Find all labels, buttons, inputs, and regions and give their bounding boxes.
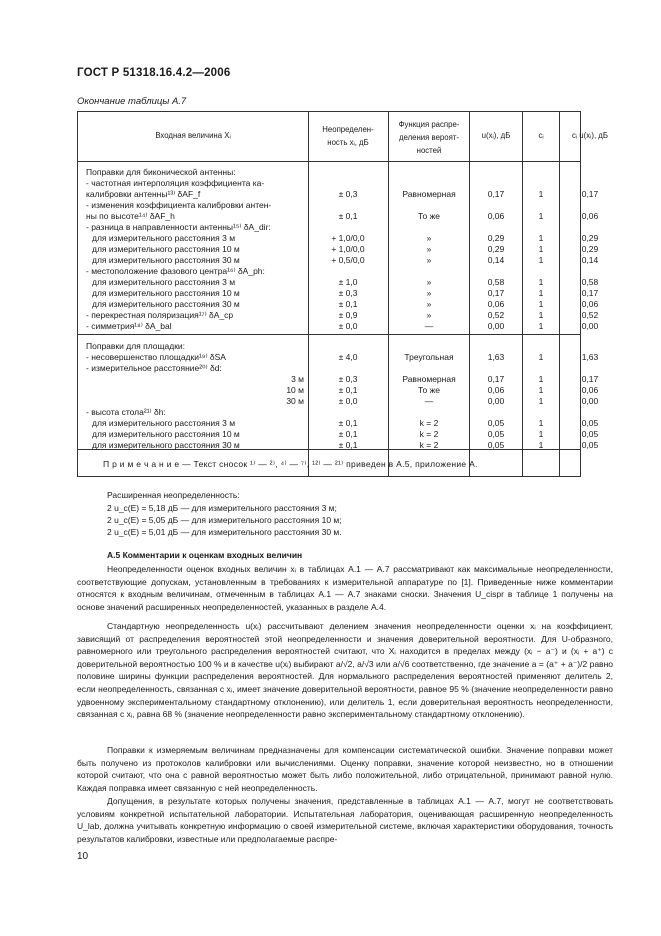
table-row-label: для измерительного расстояния 30 м xyxy=(92,255,240,265)
table-cell-u: 0,05 xyxy=(487,418,505,428)
table-cell-c: 1 xyxy=(538,440,544,450)
table-cell-uncertainty: + 1,0/0,0 xyxy=(331,233,365,243)
table-cell-distribution: » xyxy=(426,288,432,298)
table-row-label: для измерительного расстояния 3 м xyxy=(92,418,236,428)
table-cell-uncertainty: + 1,0/0,0 xyxy=(331,244,365,254)
table-cell-cu: 1,63 xyxy=(581,352,599,362)
table-cell-uncertainty: ± 0,1 xyxy=(338,418,358,428)
table-cell-c: 1 xyxy=(538,310,544,320)
table-row-label: - измерительное расстояние²⁰⁾ δd: xyxy=(86,363,222,373)
table-cell-distribution: » xyxy=(426,255,432,265)
table-cell-u: 0,17 xyxy=(487,189,505,199)
table-cell-cu: 0,52 xyxy=(581,310,599,320)
table-cell-c: 1 xyxy=(538,299,544,309)
table-row-label: 30 м xyxy=(286,396,304,406)
table-cell-c: 1 xyxy=(538,244,544,254)
table-row-label: для измерительного расстояния 3 м xyxy=(92,233,236,243)
table-cell-c: 1 xyxy=(538,288,544,298)
expanded-line: 2 u_c(E) = 5,01 дБ — для измерительного расстояния 30 м. xyxy=(107,527,342,537)
table-cell-distribution: » xyxy=(426,277,432,287)
table-cell-distribution: Равномерная xyxy=(402,189,456,199)
table-cell-u: 0,05 xyxy=(487,429,505,439)
expanded-line: 2 u_c(E) = 5,18 дБ — для измерительного расстояния 3 м; xyxy=(107,503,337,513)
table-cell-distribution: » xyxy=(426,233,432,243)
table-row-label: - частотная интерполяция коэффициента ка- xyxy=(86,178,265,188)
table-row-label: - разница в направленности антенны¹⁵⁾ δA_dir: xyxy=(86,222,271,232)
table-cell-uncertainty: ± 0,9 xyxy=(338,310,358,320)
paragraph: Неопределенности оценок входных величин xᵢ в таблицах А.1 — А.7 рассматривают как максимальные неопределенности, соответствующие допускам, установленным в требованиях к измерительной аппаратуре по [1]. Приведенные ниже комментарии относятся к входным величинам, отмеченным в таблицах А.1 — А.7 знаками сноски. Значения U_cispr в таблице 1 получены на основе значений расширенных неопределенностей, указанных в разделе А.4. xyxy=(77,564,613,612)
table-cell-u: 0,17 xyxy=(487,288,505,298)
table-cell-uncertainty: ± 0,3 xyxy=(338,189,358,199)
table-cell-cu: 0,29 xyxy=(581,233,599,243)
table-cell-uncertainty: ± 0,1 xyxy=(338,440,358,450)
table-cell-distribution: То же xyxy=(417,211,441,221)
table-cell-c: 1 xyxy=(538,385,544,395)
table-cell-cu: 0,00 xyxy=(581,396,599,406)
col-header-distribution: Функция распре- деления вероят- ностей xyxy=(398,120,460,155)
table-cell-uncertainty: ± 0,3 xyxy=(338,374,358,384)
table-cell-u: 0,52 xyxy=(487,310,505,320)
table-cell-u: 0,00 xyxy=(487,396,505,406)
table-row-label: для измерительного расстояния 30 м xyxy=(92,440,240,450)
table-cell-u: 0,17 xyxy=(487,374,505,384)
table-row-label: 3 м xyxy=(291,374,304,384)
table-row-label: для измерительного расстояния 10 м xyxy=(92,244,240,254)
table-cell-distribution: k = 2 xyxy=(419,418,439,428)
table-cell-c: 1 xyxy=(538,211,544,221)
table-cell-cu: 0,17 xyxy=(581,288,599,298)
table-cell-cu: 0,05 xyxy=(581,429,599,439)
table-cell-distribution: » xyxy=(426,310,432,320)
table-cell-c: 1 xyxy=(538,374,544,384)
table-row-label: - симметрия¹⁸⁾ δA_bal xyxy=(86,321,172,331)
table-cell-cu: 0,06 xyxy=(581,385,599,395)
table-row-label: Поправки для площадки: xyxy=(86,341,186,351)
table-row-label: для измерительного расстояния 30 м xyxy=(92,299,240,309)
uncertainty-table xyxy=(77,111,608,477)
table-cell-uncertainty: ± 0,1 xyxy=(338,429,358,439)
table-cell-u: 0,05 xyxy=(487,440,505,450)
col-header-c: cᵢ xyxy=(538,131,544,140)
table-row-label: - несовершенство площадки¹⁹⁾ δSA xyxy=(86,352,226,362)
table-cell-distribution: Равномерная xyxy=(402,374,456,384)
document-title: ГОСТ Р 51318.16.4.2—2006 xyxy=(77,67,231,79)
col-header-cu: cᵢ u(xᵢ), дБ xyxy=(572,131,608,140)
table-row-label: калибровки антенны¹³⁾ δAF_f xyxy=(86,189,201,199)
table-note: П р и м е ч а н и е — Текст сносок ¹⁾ — ²⁾, ⁴⁾ — ⁷⁾, ¹²⁾ — ²¹⁾ приведен в А.5, приложение А. xyxy=(103,459,478,469)
col-header-u: u(xᵢ), дБ xyxy=(481,131,511,140)
expanded-title: Расширенная неопределенность: xyxy=(107,490,240,500)
table-row-label: для измерительного расстояния 10 м xyxy=(92,288,240,298)
table-cell-uncertainty: ± 0,0 xyxy=(338,321,358,331)
table-cell-cu: 0,06 xyxy=(581,299,599,309)
table-row-label: - высота стола²¹⁾ δh: xyxy=(86,407,166,417)
table-cell-uncertainty: ± 0,3 xyxy=(338,288,358,298)
col-header-input: Входная величина Xᵢ xyxy=(155,131,231,140)
table-row-label: - перекрестная поляризация¹⁷⁾ δA_cp xyxy=(86,310,234,320)
table-row-label: Поправки для биконической антенны: xyxy=(86,167,236,177)
table-cell-c: 1 xyxy=(538,189,544,199)
paragraph: Стандартную неопределенность u(xᵢ) рассчитывают делением значения неопределенности оценки xᵢ на коэффициент, зависящий от распределения вероятностей этой неопределенности и значения доверительной вероятности. Для U-образного, равномерного или треугольного распределения вероятностей считают, что Xᵢ находится в пределах между (xᵢ − a⁻) и (xᵢ + a⁺) с доверительной вероятностью 100 % и в качестве u(xᵢ) выбирают a/√2, a/√3 или a/√6 соответственно, где значение a = (a⁺ + a⁻)/2 равно половине ширины функции распределения вероятностей. Для нормального распределения вероятностей применяют делитель 2, если неопределенность, связанная с xᵢ, имеет значение доверительной вероятности, равное 95 % (значение неопределенности равно удвоенному экспериментальному стандартному отклонению), или делитель 1, если доверительная вероятность неопределенности, связанная с xᵢ, равна 68 % (значение неопределенности равно экспериментальному стандартному отклонению). xyxy=(77,621,613,720)
table-cell-u: 1,63 xyxy=(487,352,505,362)
table-cell-uncertainty: ± 1,0 xyxy=(338,277,358,287)
table-cell-u: 0,29 xyxy=(487,244,505,254)
table-cell-cu: 0,17 xyxy=(581,189,599,199)
table-cell-cu: 0,58 xyxy=(581,277,599,287)
table-cell-distribution: k = 2 xyxy=(419,429,439,439)
table-cell-uncertainty: ± 0,0 xyxy=(338,396,358,406)
table-cell-uncertainty: + 0,5/0,0 xyxy=(331,255,365,265)
table-cell-distribution: — xyxy=(424,396,434,406)
table-cell-distribution: » xyxy=(426,299,432,309)
table-cell-cu: 0,00 xyxy=(581,321,599,331)
table-row-label: - местоположение фазового центра¹⁶⁾ δA_ph: xyxy=(86,266,265,276)
table-cell-c: 1 xyxy=(538,396,544,406)
table-cell-u: 0,06 xyxy=(487,211,505,221)
table-cell-u: 0,06 xyxy=(487,385,505,395)
table-cell-uncertainty: ± 0,1 xyxy=(338,385,358,395)
table-cell-c: 1 xyxy=(538,277,544,287)
table-cell-c: 1 xyxy=(538,233,544,243)
table-cell-cu: 0,29 xyxy=(581,244,599,254)
table-cell-uncertainty: ± 4,0 xyxy=(338,352,358,362)
table-cell-distribution: » xyxy=(426,244,432,254)
table-row-label: ны по высоте¹⁴⁾ δAF_h xyxy=(86,211,175,221)
table-row-label: 10 м xyxy=(286,385,304,395)
table-cell-uncertainty: ± 0,1 xyxy=(338,299,358,309)
table-cell-distribution: k = 2 xyxy=(419,440,439,450)
paragraph: Поправки к измеряемым величинам предназначены для компенсации систематической ошибки. Значение поправки может быть получено из протоколов калибровки или вычислениями. Оценку поправки, значение которой неизвестно, но в отношении которой считают, что она с равной вероятностью может быть либо положительной, либо отрицательной, принимают равной нулю. Каждая поправка имеет связанную с ней неопределенность. xyxy=(77,745,613,793)
table-cell-cu: 0,05 xyxy=(581,418,599,428)
table-row-label: для измерительного расстояния 3 м xyxy=(92,277,236,287)
table-cell-distribution: Треугольная xyxy=(404,352,454,362)
table-cell-u: 0,29 xyxy=(487,233,505,243)
table-cell-distribution: То же xyxy=(417,385,441,395)
table-cell-cu: 0,17 xyxy=(581,374,599,384)
table-cell-cu: 0,06 xyxy=(581,211,599,221)
table-cell-u: 0,00 xyxy=(487,321,505,331)
paragraph: Допущения, в результате которых получены значения, представленные в таблицах А.1 — А.7, могут не соответствовать условиям конкретной испытательной лаборатории. Испытательная лаборатория, оценивающая расширенную неопределенность U_lab, должна учитывать конкретную информацию о своей измерительной системе, включая характеристики оборудования, точность результатов калибровки, известные или предполагаемые распре- xyxy=(77,796,613,844)
col-header-uncertainty: Неопределен- ность xᵢ, дБ xyxy=(322,125,374,147)
table-cell-c: 1 xyxy=(538,429,544,439)
table-cell-u: 0,58 xyxy=(487,277,505,287)
table-cell-c: 1 xyxy=(538,418,544,428)
table-cell-uncertainty: ± 0,1 xyxy=(338,211,358,221)
table-caption: Окончание таблицы А.7 xyxy=(77,96,187,107)
table-row-label: - изменения коэффициента калибровки антен- xyxy=(86,200,272,210)
table-cell-cu: 0,05 xyxy=(581,440,599,450)
table-cell-u: 0,14 xyxy=(487,255,505,265)
page-number: 10 xyxy=(77,851,89,862)
table-cell-c: 1 xyxy=(538,255,544,265)
table-cell-c: 1 xyxy=(538,352,544,362)
section-heading: А.5 Комментарии к оценкам входных величин xyxy=(107,550,303,560)
table-cell-u: 0,06 xyxy=(487,299,505,309)
table-cell-c: 1 xyxy=(538,321,544,331)
table-row-label: для измерительного расстояния 10 м xyxy=(92,429,240,439)
table-cell-distribution: — xyxy=(424,321,434,331)
expanded-line: 2 u_c(E) = 5,05 дБ — для измерительного расстояния 10 м; xyxy=(107,515,342,525)
table-cell-cu: 0,14 xyxy=(581,255,599,265)
